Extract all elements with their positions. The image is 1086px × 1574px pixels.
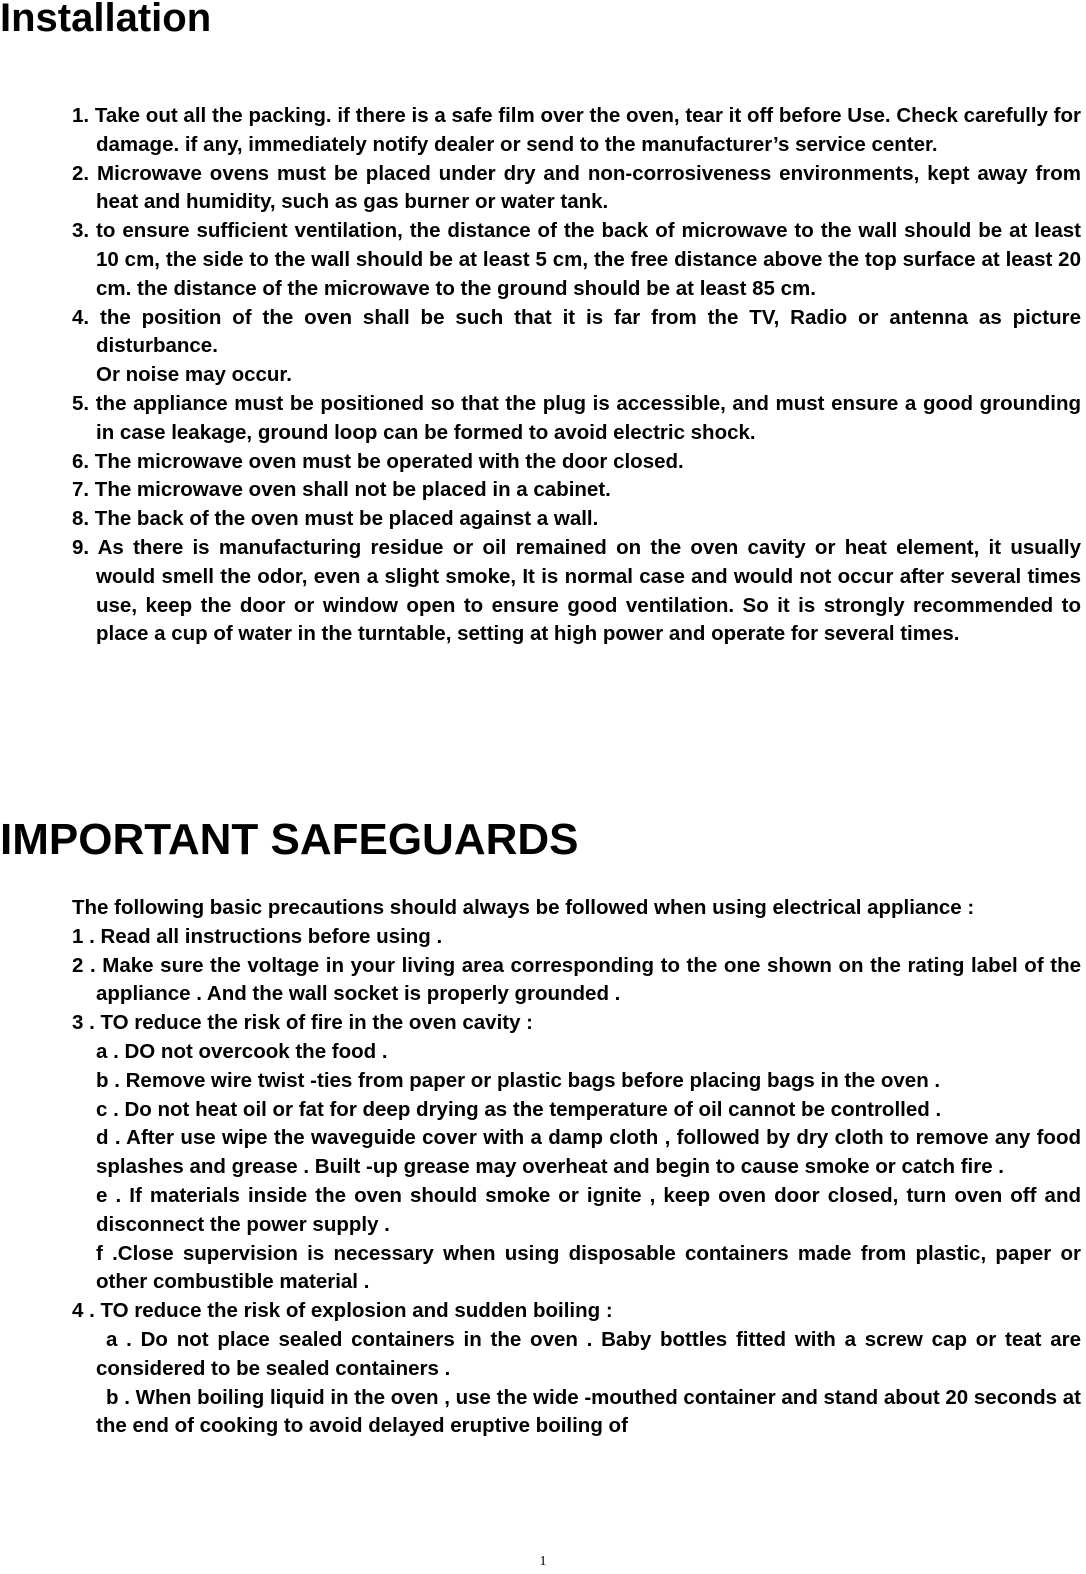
safeguard-item-3d: d . After use wipe the waveguide cover with a damp cloth , followed by dry cloth to remove any food splashes and grease . Built -up grease may overheat and begin to cause smoke or catch fire .	[96, 1126, 1081, 1179]
safeguard-item-3c: c . Do not heat oil or fat for deep drying as the temperature of oil cannot be controlled .	[96, 1097, 942, 1121]
safeguard-item-4a: a . Do not place sealed containers in the oven . Baby bottles fitted with a screw cap or teat are considered to be sealed containers .	[96, 1327, 1081, 1380]
page-number: 1	[539, 1554, 547, 1569]
installation-heading: Installation	[0, 0, 212, 40]
safeguard-item-3a: a . DO not overcook the food .	[96, 1039, 388, 1063]
safeguard-item-3e: e . If materials inside the oven should smoke or ignite , keep oven door closed, turn oven off and disconnect the power supply .	[96, 1183, 1081, 1236]
safeguard-item-4b: b . When boiling liquid in the oven , use the wide -mouthed container and stand about 20 seconds at the end of cooking to avoid delayed eruptive boiling of	[96, 1385, 1081, 1438]
installation-list	[72, 102, 1081, 649]
installation-item-4-continuation: Or noise may occur.	[96, 363, 292, 387]
safeguard-item-3: 3 . TO reduce the risk of fire in the oven cavity :	[72, 1011, 534, 1035]
safeguards-intro: The following basic precautions should always be followed when using electrical appliance :	[72, 896, 975, 919]
installation-item-3: 3. to ensure sufficient ventilation, the distance of the back of microwave to the wall should be at least 10 cm, the side to the wall should be at least 5 cm, the free distance above the top surface at least 20 cm. the distance of the microwave to the ground should be at least 85 cm.	[72, 219, 1081, 300]
safeguards-heading: IMPORTANT SAFEGUARDS	[0, 815, 579, 864]
safeguard-item-1: 1 . Read all instructions before using .	[72, 924, 443, 948]
installation-item-7: 7. The microwave oven shall not be placed in a cabinet.	[72, 478, 611, 502]
safeguard-item-3b: b . Remove wire twist -ties from paper or plastic bags before placing bags in the oven .	[96, 1068, 941, 1092]
installation-item-1: 1. Take out all the packing. if there is a safe film over the oven, tear it off before Use. Check carefully for damage. if any, immediately notify dealer or send to the manufacturer’s service center.	[72, 104, 1081, 156]
safeguards-list	[72, 894, 1081, 1441]
safeguard-item-2: 2 . Make sure the voltage in your living area corresponding to the one shown on the rating label of the appliance . And the wall socket is properly grounded .	[72, 953, 1081, 1006]
installation-item-5: 5. the appliance must be positioned so that the plug is accessible, and must ensure a good grounding in case leakage, ground loop can be formed to avoid electric shock.	[72, 391, 1081, 444]
installation-item-2: 2. Microwave ovens must be placed under dry and non-corrosiveness environments, kept away from heat and humidity, such as gas burner or water tank.	[72, 161, 1081, 214]
installation-item-4: 4. the position of the oven shall be such that it is far from the TV, Radio or antenna as picture disturbance.	[72, 305, 1081, 358]
safeguard-item-4: 4 . TO reduce the risk of explosion and sudden boiling :	[72, 1299, 613, 1323]
safeguard-item-3f: f .Close supervision is necessary when using disposable containers made from plastic, paper or other combustible material .	[96, 1241, 1081, 1294]
installation-item-9: 9. As there is manufacturing residue or oil remained on the oven cavity or heat element, it usually would smell the odor, even a slight smoke, It is normal case and would not occur after several times use, keep the door or window open to ensure good ventilation. So it is strongly recommended to place a cup of water in the turntable, setting at high power and operate for several times.	[72, 535, 1081, 646]
installation-item-8: 8. The back of the oven must be placed against a wall.	[72, 507, 599, 531]
installation-item-6: 6. The microwave oven must be operated with the door closed.	[72, 449, 684, 473]
